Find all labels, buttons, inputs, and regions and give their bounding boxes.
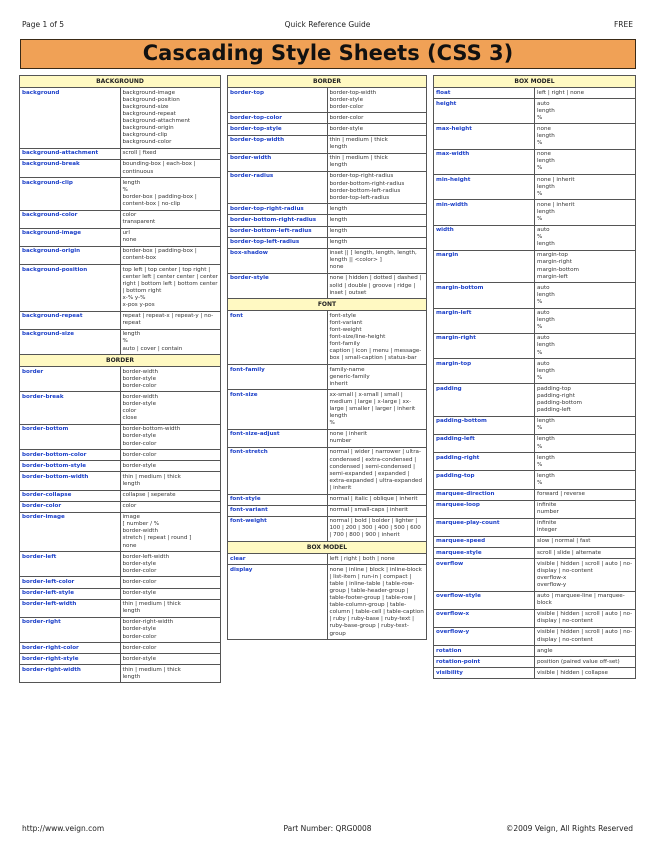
property-row [20,599,221,617]
property-name: background-clip [20,178,121,210]
property-values: scroll | slide | alternate [535,548,636,559]
property-row [20,617,221,642]
property-row [20,246,221,264]
page-number: Page 1 of 5 [22,20,65,29]
property-values: border-color [327,113,427,124]
property-values: visible | hidden | scroll | auto | no-display | no-content overflow-x overflow-y [535,559,636,591]
property-values: border-top-right-radius border-bottom-right-radius border-bottom-left-radius border-top-left-radius [327,171,427,203]
property-row [20,424,221,449]
property-name: border-left-color [20,577,121,588]
property-values: inset || [ length, length, length, length || <color> ] none [327,248,427,273]
property-row [434,384,636,416]
part-number: Part Number: QRG0008 [283,824,372,833]
property-name: margin-right [434,333,535,358]
property-row [434,536,636,547]
property-name: visibility [434,668,535,679]
property-name: border-break [20,392,121,424]
property-values: border-style [327,124,427,135]
property-row [228,215,427,226]
property-row [434,200,636,225]
property-values: border-box | padding-box | content-box [120,246,221,264]
property-values: border-color [120,577,221,588]
property-name: background-origin [20,246,121,264]
property-values: visible | hidden | scroll | auto | no-display | no-content [535,627,636,645]
property-row [228,311,427,365]
property-name: font-size [228,390,328,429]
property-name: overflow-style [434,591,535,609]
property-name: border-top-style [228,124,328,135]
property-name: marquee-direction [434,489,535,500]
page-header [22,20,633,32]
property-row [228,505,427,516]
property-row [228,565,427,640]
property-name: border-radius [228,171,328,203]
property-values: collapse | seperate [120,490,221,501]
property-name: max-height [434,124,535,149]
section-header-row [228,541,427,553]
property-values: normal | wider | narrower | ultra-condensed | extra-condensed | condensed | semi-condensed | semi-expanded | expanded | extra-expanded | ultra-expanded | inherit [327,447,427,494]
property-row [20,392,221,424]
property-row [434,434,636,452]
section-header-row [20,355,221,367]
property-name: marquee-speed [434,536,535,547]
property-row [228,135,427,153]
property-row [434,559,636,591]
property-name: border-bottom-width [20,472,121,490]
property-values: position (paired value off-set) [535,657,636,668]
property-row [434,124,636,149]
property-name: padding-left [434,434,535,452]
property-row [228,365,427,390]
property-values: border-left-width border-style border-color [120,552,221,577]
property-name: background-repeat [20,311,121,329]
property-name: border-left-style [20,588,121,599]
property-row [20,367,221,392]
property-values: border-width border-style color close [120,392,221,424]
property-name: background-image [20,228,121,246]
property-name: min-width [434,200,535,225]
property-row [434,359,636,384]
property-name: padding-right [434,453,535,471]
property-name: max-width [434,149,535,174]
property-values: length % [535,416,636,434]
property-row [228,153,427,171]
property-values: visible | hidden | scroll | auto | no-display | no-content [535,609,636,627]
section-header-row [434,76,636,88]
property-row [434,471,636,489]
property-values: length [327,215,427,226]
property-row [434,500,636,518]
guide-label: Quick Reference Guide [284,20,371,29]
property-name: font-style [228,494,328,505]
property-row [228,226,427,237]
property-row [434,175,636,200]
property-row [434,657,636,668]
reference-table [227,75,427,640]
property-name: border-bottom-style [20,461,121,472]
property-row [434,149,636,174]
property-values: url none [120,228,221,246]
property-values: none | inherit length % [535,175,636,200]
property-values: thin | medium | thick length [120,472,221,490]
property-name: box-shadow [228,248,328,273]
property-row [434,225,636,250]
property-row [228,516,427,541]
property-row [228,447,427,494]
price-label: FREE [613,20,633,29]
property-name: border-width [228,153,328,171]
property-name: overflow [434,559,535,591]
section-header-row [228,299,427,311]
property-row [228,171,427,203]
property-values: length [327,237,427,248]
column-3 [433,75,636,679]
property-values: border-color [120,643,221,654]
property-row [228,88,427,113]
property-row [20,450,221,461]
property-name: margin-bottom [434,283,535,308]
property-values: slow | normal | fast [535,536,636,547]
section-title: BOX MODEL [434,76,636,88]
property-name: background-attachment [20,148,121,159]
property-values: color [120,501,221,512]
property-name: marquee-loop [434,500,535,518]
property-values: auto length % [535,283,636,308]
property-name: overflow-y [434,627,535,645]
property-row [434,591,636,609]
property-row [20,210,221,228]
property-values: none | inline | block | inline-block | list-item | run-in | compact | table | inline-table | table-row-group | table-header-group | table-footer-group | table-row | table-column-group | table-column | table-cell | table-caption | ruby | ruby-base | ruby-text | ruby-base-group | ruby-text-group [327,565,427,640]
property-name: border-bottom-right-radius [228,215,328,226]
property-values: padding-top padding-right padding-bottom padding-left [535,384,636,416]
property-name: background-size [20,329,121,354]
property-name: border-top-left-radius [228,237,328,248]
property-name: border-top-color [228,113,328,124]
property-row [434,609,636,627]
reference-table [433,75,636,679]
column-1 [19,75,221,683]
property-values: border-style [120,461,221,472]
property-values: background-image background-position background-size background-repeat background-attachment background-origin background-clip background-color [120,88,221,149]
property-values: normal | small-caps | inherit [327,505,427,516]
property-row [228,429,427,447]
property-row [434,518,636,536]
property-row [20,490,221,501]
property-values: margin-top margin-right margin-bottom margin-left [535,250,636,282]
property-name: padding-bottom [434,416,535,434]
property-name: padding [434,384,535,416]
property-row [434,88,636,99]
property-row [228,494,427,505]
property-name: border-bottom-color [20,450,121,461]
property-name: float [434,88,535,99]
property-values: border-right-width border-style border-color [120,617,221,642]
property-name: border-collapse [20,490,121,501]
property-row [228,204,427,215]
property-values: angle [535,646,636,657]
property-name: border-top-width [228,135,328,153]
property-row [20,588,221,599]
property-values: length % border-box | padding-box | content-box | no-clip [120,178,221,210]
property-values: thin | medium | thick length [327,135,427,153]
section-title: BORDER [228,76,427,88]
property-values: infinite integer [535,518,636,536]
property-name: marquee-style [434,548,535,559]
property-name: marquee-play-count [434,518,535,536]
property-row [228,390,427,429]
property-name: height [434,99,535,124]
property-values: none length % [535,124,636,149]
property-values: top left | top center | top right | center left | center center | center right | bottom left | bottom center | bottom right x-% y-% x-pos y-pos [120,265,221,312]
property-row [20,178,221,210]
property-name: font [228,311,328,365]
property-values: normal | bold | bolder | lighter | 100 | 200 | 300 | 400 | 500 | 600 | 700 | 800 | 900 | inherit [327,516,427,541]
property-row [434,99,636,124]
section-title: BORDER [20,355,221,367]
property-name: font-weight [228,516,328,541]
property-name: background [20,88,121,149]
property-values: border-width border-style border-color [120,367,221,392]
property-row [20,654,221,665]
property-name: font-size-adjust [228,429,328,447]
property-name: border-image [20,512,121,551]
property-name: border-left-width [20,599,121,617]
property-values: auto | marquee-line | marquee-block [535,591,636,609]
section-header-row [20,76,221,88]
property-values: length % auto | cover | contain [120,329,221,354]
property-values: infinite number [535,500,636,518]
property-row [20,501,221,512]
reference-table [19,75,221,683]
property-name: border-right-width [20,665,121,683]
document-title: Cascading Style Sheets (CSS 3) [20,39,636,69]
section-title: FONT [228,299,427,311]
property-name: border-bottom-left-radius [228,226,328,237]
property-row [228,124,427,135]
property-values: thin | medium | thick length [327,153,427,171]
property-values: auto length % [535,99,636,124]
property-name: rotation-point [434,657,535,668]
property-name: margin-top [434,359,535,384]
property-row [20,643,221,654]
property-values: border-style [120,588,221,599]
section-title: BACKGROUND [20,76,221,88]
property-values: auto % length [535,225,636,250]
property-name: clear [228,554,328,565]
property-row [20,329,221,354]
property-row [434,283,636,308]
property-name: font-stretch [228,447,328,494]
column-2 [227,75,427,640]
property-values: scroll | fixed [120,148,221,159]
property-values: left | right | both | none [327,554,427,565]
property-row [228,273,427,298]
property-values: auto length % [535,359,636,384]
property-name: background-break [20,159,121,177]
property-values: auto length % [535,333,636,358]
property-row [20,665,221,683]
property-values: length [327,204,427,215]
property-name: background-position [20,265,121,312]
property-row [20,265,221,312]
property-values: family-name generic-family inherit [327,365,427,390]
property-values: length [327,226,427,237]
property-row [20,512,221,551]
property-row [434,416,636,434]
property-values: border-style [120,654,221,665]
property-row [434,333,636,358]
property-row [20,461,221,472]
property-values: none length % [535,149,636,174]
property-values: border-color [120,450,221,461]
property-name: border-right [20,617,121,642]
property-values: image [ number / % border-width stretch | repeat | round ] none [120,512,221,551]
property-row [434,646,636,657]
property-row [434,489,636,500]
property-name: margin [434,250,535,282]
property-values: border-bottom-width border-style border-color [120,424,221,449]
property-name: border-left [20,552,121,577]
property-values: normal | italic | oblique | inherit [327,494,427,505]
property-values: thin | medium | thick length [120,599,221,617]
property-name: padding-top [434,471,535,489]
property-name: border-top-right-radius [228,204,328,215]
property-row [228,237,427,248]
property-row [228,113,427,124]
property-values: forward | reverse [535,489,636,500]
property-name: border-bottom [20,424,121,449]
property-name: border [20,367,121,392]
website-url[interactable]: http://www.veign.com [22,824,105,833]
property-name: display [228,565,328,640]
property-name: min-height [434,175,535,200]
property-row [20,148,221,159]
property-values: font-style font-variant font-weight font-size/line-height font-family caption | icon | menu | message-box | small-caption | status-bar [327,311,427,365]
section-header-row [228,76,427,88]
property-values: none | hidden | dotted | dashed | solid | double | groove | ridge | inset | outset [327,273,427,298]
property-row [20,472,221,490]
property-row [20,88,221,149]
property-name: border-right-style [20,654,121,665]
property-values: none | inherit length % [535,200,636,225]
property-name: border-style [228,273,328,298]
section-title: BOX MODEL [228,541,427,553]
property-name: font-family [228,365,328,390]
property-name: border-top [228,88,328,113]
property-values: bounding-box | each-box | continuous [120,159,221,177]
property-values: color transparent [120,210,221,228]
property-name: background-color [20,210,121,228]
property-row [434,250,636,282]
page-footer [22,824,633,836]
property-row [20,159,221,177]
property-values: length % [535,434,636,452]
property-row [228,248,427,273]
property-values: length % [535,453,636,471]
property-row [434,548,636,559]
property-values: auto length % [535,308,636,333]
property-values: visible | hidden | collapse [535,668,636,679]
property-row [434,308,636,333]
copyright: ©2009 Veign, All Rights Reserved [505,824,633,833]
property-row [228,554,427,565]
property-row [20,552,221,577]
property-values: border-top-width border-style border-color [327,88,427,113]
property-row [434,668,636,679]
property-values: length % [535,471,636,489]
property-name: width [434,225,535,250]
property-values: xx-small | x-small | small | medium | large | x-large | xx-large | smaller | larger | inherit length % [327,390,427,429]
property-row [20,311,221,329]
property-values: repeat | repeat-x | repeat-y | no-repeat [120,311,221,329]
property-row [20,577,221,588]
property-values: thin | medium | thick length [120,665,221,683]
property-name: border-right-color [20,643,121,654]
property-values: left | right | none [535,88,636,99]
property-name: font-variant [228,505,328,516]
property-values: none | inherit number [327,429,427,447]
property-row [434,627,636,645]
property-row [434,453,636,471]
property-name: overflow-x [434,609,535,627]
property-name: rotation [434,646,535,657]
property-row [20,228,221,246]
property-name: border-color [20,501,121,512]
property-name: margin-left [434,308,535,333]
